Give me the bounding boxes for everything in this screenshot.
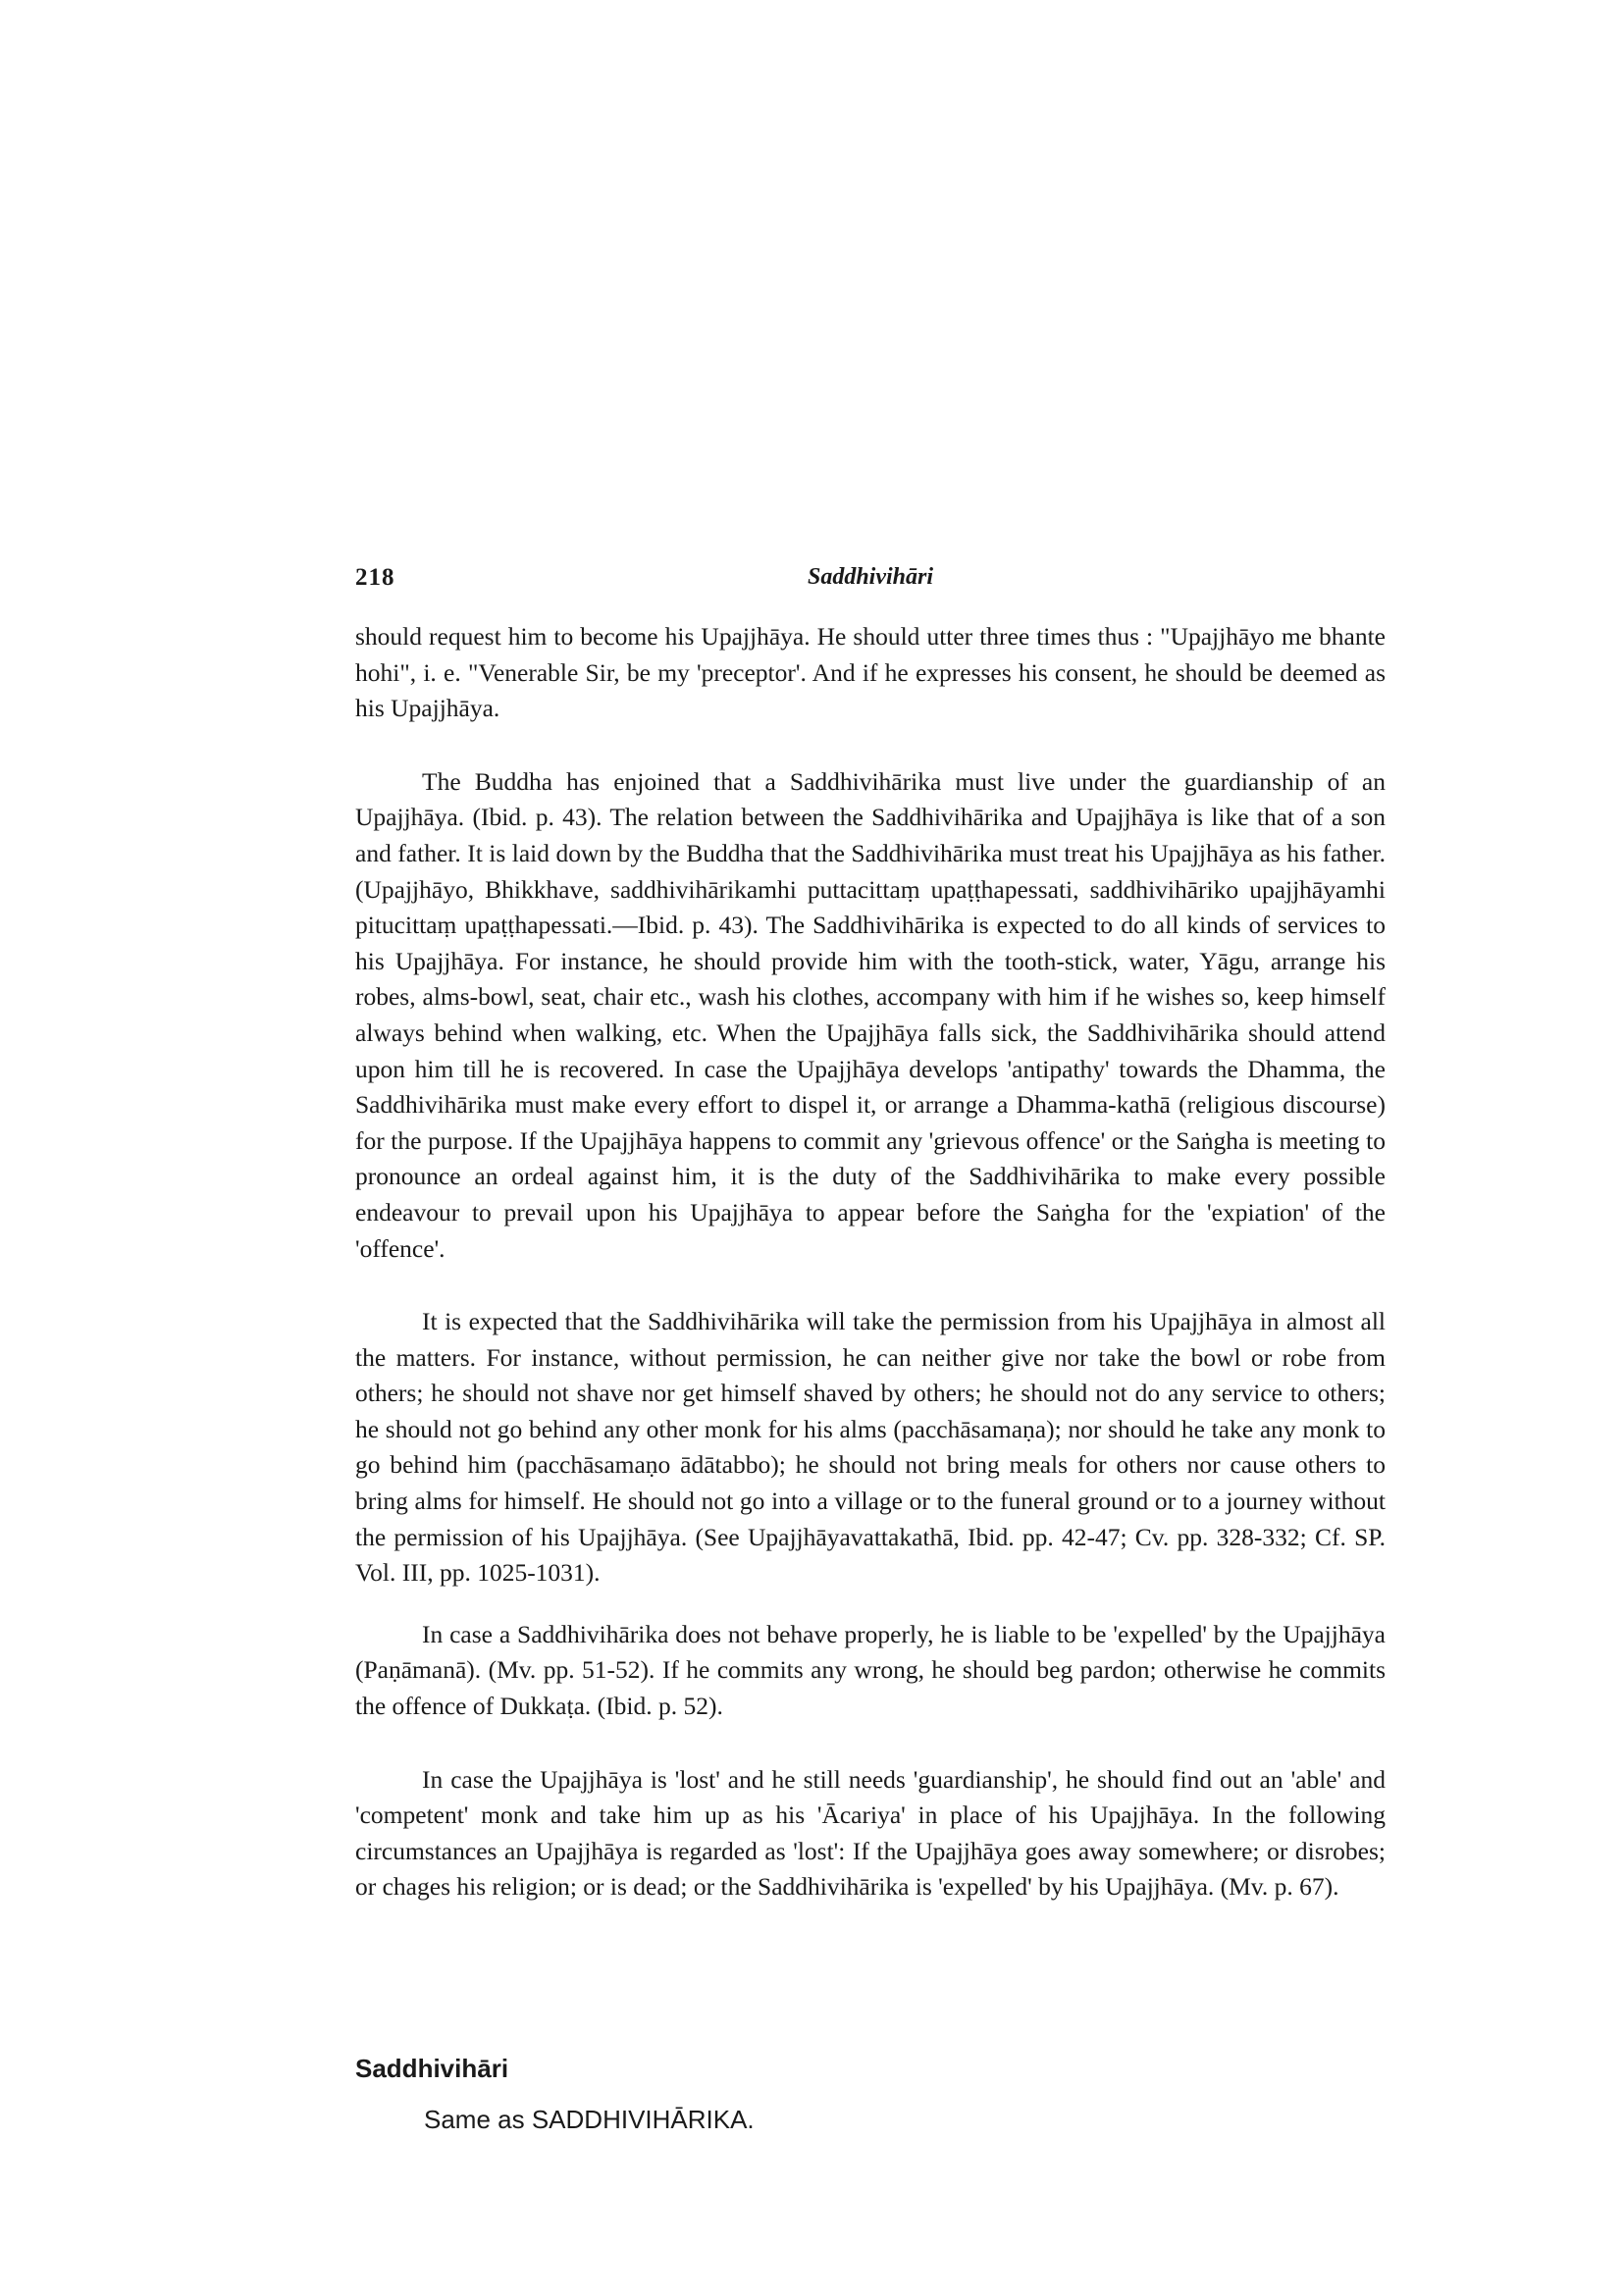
dictionary-entry: [355, 2051, 1386, 2139]
running-head: Saddhivihāri: [807, 564, 934, 590]
entry-cross-reference: Same as SADDHIVIHĀRIKA.: [424, 2105, 755, 2134]
paragraph-expulsion: In case a Saddhivihārika does not behave properly, he is liable to be 'expelled' by the Upajjhāya (Paṇāmanā). (Mv. pp. 51-52). If he commits any wrong, he should beg pardon; otherwise he commits the offence of Dukkaṭa. (Ibid. p. 52).: [355, 1619, 1386, 1721]
article-body: [355, 619, 1386, 1905]
paragraph-continuation: should request him to become his Upajjhāya. He should utter three times thus : "Upajjhāyo me bhante hohi", i. e. "Venerable Sir, be my 'preceptor'. And if he expresses his consent, he should be deemed as his Upajjhāya.: [355, 622, 1386, 723]
entry-headword: Saddhivihāri: [355, 2054, 509, 2083]
paragraph-permission: It is expected that the Saddhivihārika will take the permission from his Upajjhāya in almost all the matters. For instance, without permission, he can neither give nor take the bowl or robe from others; he should not shave nor get himself shaved by others; he should not do any service to others; he should not go behind any other monk for his alms (pacchāsamaṇa); nor should he take any monk to go behind him (pacchāsamaṇo ādātabbo); he should not bring meals for others nor cause others to bring alms for himself. He should not go into a village or to the funeral ground or to a journey without the permission of his Upajjhāya. (See Upajjhāyavattakathā, Ibid. pp. 42-47; Cv. pp. 328-332; Cf. SP. Vol. III, pp. 1025-1031).: [355, 1307, 1386, 1588]
paragraph-guardianship: The Buddha has enjoined that a Saddhivihārika must live under the guardianship of an Upajjhāya. (Ibid. p. 43). The relation between the Saddhivihārika and Upajjhāya is like that of a son and father. It is laid down by the Buddha that the Saddhivihārika must treat his Upajjhāya as his father. (Upajjhāyo, Bhikkhave, saddhivihārikamhi puttacittaṃ upaṭṭhapessati, saddhivihāriko upajjhāyamhi pitucittaṃ upaṭṭhapessati.—Ibid. p. 43). The Saddhivihārika is expected to do all kinds of services to his Upajjhāya. For instance, he should provide him with the tooth-stick, water, Yāgu, arrange his robes, alms-bowl, seat, chair etc., wash his clothes, accompany with him if he wishes so, keep himself always behind when walking, etc. When the Upajjhāya falls sick, the Saddhivihārika should attend upon him till he is recovered. In case the Upajjhāya develops 'antipathy' towards the Dhamma, the Saddhivihārika must make every effort to dispel it, or arrange a Dhamma-kathā (religious discourse) for the purpose. If the Upajjhāya happens to commit any 'grievous offence' or the Saṅgha is meeting to pronounce an ordeal against him, it is the duty of the Saddhivihārika to make every possible endeavour to prevail upon his Upajjhāya to appear before the Saṅgha for the 'expiation' of the 'offence'.: [355, 766, 1386, 1263]
page-header: [355, 564, 1386, 603]
page-number: 218: [355, 564, 395, 591]
paragraph-lost-upajjhaya: In case the Upajjhāya is 'lost' and he still needs 'guardianship', he should find out an 'able' and 'competent' monk and take him up as his 'Ācariya' in place of his Upajjhāya. In the following circumstances an Upajjhāya is regarded as 'lost': If the Upajjhāya goes away somewhere; or disrobes; or chages his religion; or is dead; or the Saddhivihārika is 'expelled' by his Upajjhāya. (Mv. p. 67).: [355, 1764, 1386, 1902]
